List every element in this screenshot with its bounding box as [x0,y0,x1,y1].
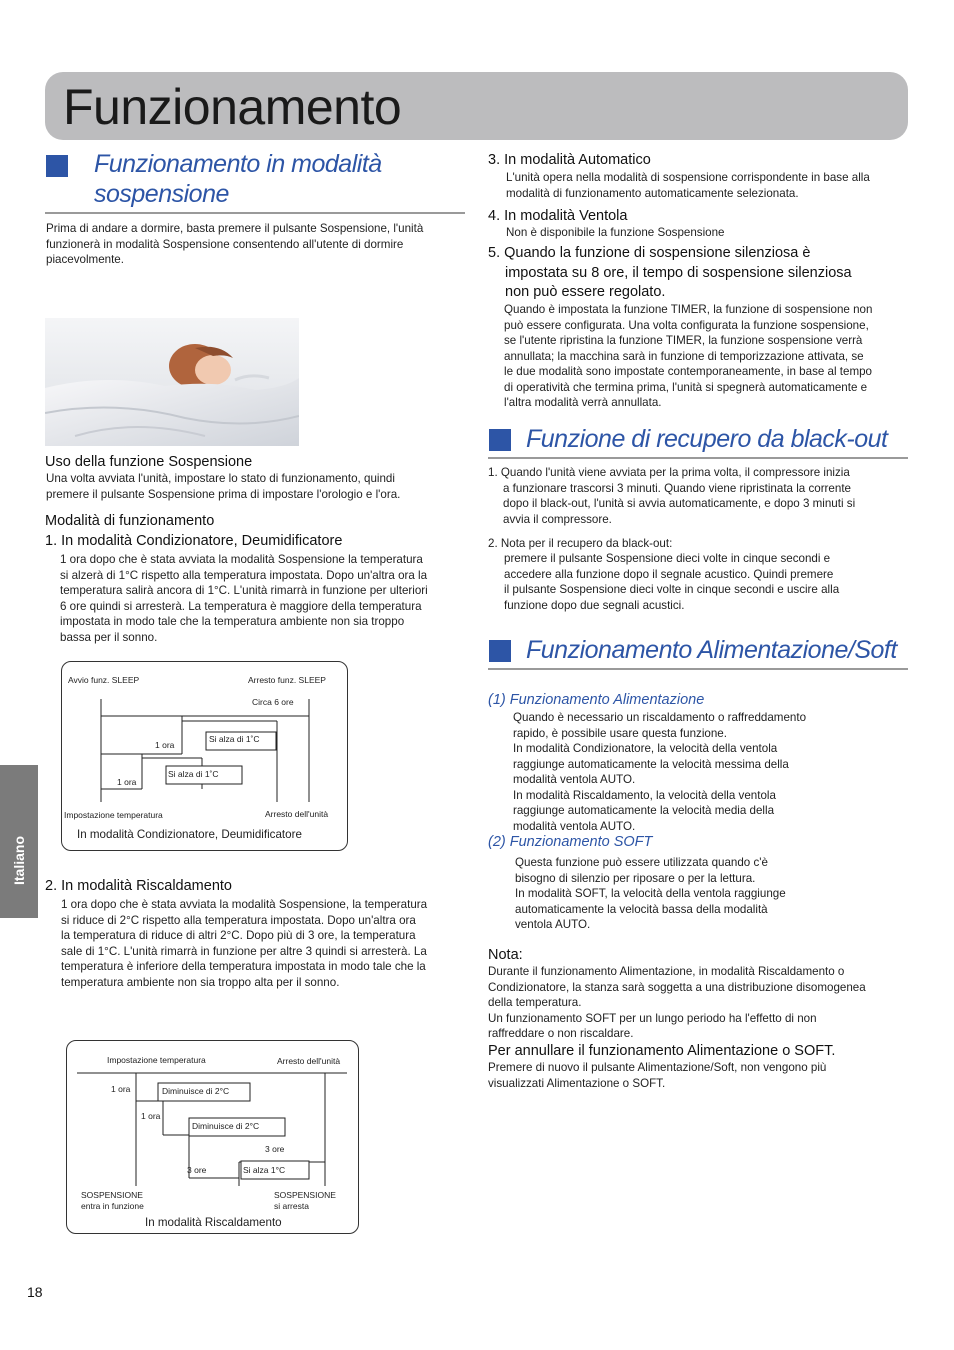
text-line: modalità di funzionamento automaticamente selezionata. [506,186,799,200]
text-line: temperatura è inferiore della temperatura impostata in modo tale che la [61,960,426,973]
text-line: a funzionare trascorsi 3 minuti. Quando viene ripristinata la corrente [503,481,851,495]
diagram-label: SOSPENSIONE [81,1190,143,1200]
mode2-heading: 2. In modalità Riscaldamento [45,878,232,894]
text-line: bisogno di silenzio per riposare o per la lettura. [515,871,756,885]
diagram-label: SOSPENSIONE [274,1190,336,1200]
text-line: Quando è impostata la funzione TIMER, la funzione di sospensione non [504,303,873,316]
text-line: Questa funzione può essere utilizzata quando c'è [515,856,768,869]
mode2-text [61,897,427,990]
blackout-item1 [488,465,855,527]
section-title-power: Funzionamento Alimentazione/Soft [526,636,897,664]
mode5-text [504,302,872,411]
diagram-label: 3 ore [265,1144,285,1154]
heating-sleep-diagram [66,1040,359,1234]
text-line: Una volta avviata l'unità, impostare lo stato di funzionamento, quindi [46,472,395,485]
note-text [488,964,866,1042]
language-tab-label: Italiano [11,835,27,885]
diagram-caption: In modalità Condizionatore, Deumidificatore [77,828,302,841]
text-line: impostata in modo tale che la temperatura ambiente non sia troppo [60,615,405,628]
text-line: Un funzionamento SOFT per un lungo periodo ha l'effetto di non [488,1011,817,1025]
text-line: l'altra modalità verrà annullata. [504,396,662,409]
diagram-label: Si alza 1°C [243,1165,286,1175]
diagram-label: Si alza di 1˚C [209,734,260,744]
diagram-label: Arresto dell'unità [265,809,329,819]
cooling-sleep-diagram [61,661,348,851]
section-marker [489,429,511,451]
section-title-line: Funzionamento in modalità [94,150,382,178]
section-marker [46,155,68,177]
mode1-text [60,552,428,645]
text-line: le due modalità sono impostate contemporaneamente, in base al tempo [504,365,873,378]
text-line: avvia il compressore. [503,512,612,526]
diagram-label: si arresta [274,1201,309,1211]
diagram-label: Impostazione temperatura [64,810,163,820]
blackout-item2 [504,551,839,613]
text-line: raffreddare o non riscaldare. [488,1027,634,1040]
section-title-blackout: Funzione di recupero da black-out [526,425,888,453]
text-line: raggiunge automaticamente la velocità messima della [513,757,789,771]
diagram-label: Diminuisce di 2°C [162,1086,230,1096]
mode3-heading: 3. In modalità Automatico [488,152,651,168]
text-line: bassa per il sonno. [60,630,158,644]
text-line: ventola AUTO. [515,918,591,931]
text-line: premere il pulsante Sospensione prima di impostare l'orologio e l'ora. [46,487,401,501]
page-banner [45,72,908,140]
text-line: il pulsante Sospensione dieci volte in cinque secondi e uscire alla [504,583,840,596]
text-line: di operatività che termina prima, l'unità si spegnerà automaticamente e [504,380,868,394]
text-line: Premere di nuovo il pulsante Alimentazione/Soft, non vengono più [488,1061,827,1074]
page-number: 18 [27,1284,43,1300]
text-line: si alzerà di 1°C rispetto alla temperatura impostata. Dopo un'altra ora la [60,568,428,582]
text-line: sale di 1°C. L'unità rimarrà in funzione per altre 3 quindi si arresterà. La [61,944,427,958]
sleeping-woman-photo [45,318,299,446]
text-line: la temperatura di riduce di altri 2°C. Dopo più di 3 ore, la temperatura [61,929,416,942]
soft-subheading: (2) Funzionamento SOFT [488,834,653,850]
text-line: impostata su 8 ore, il tempo di sospensione silenziosa [505,264,852,281]
diagram-label: Si alza di 1˚C [168,769,219,779]
language-tab [0,765,38,918]
diagram-label: 1 ora [141,1111,161,1121]
modes-heading: Modalità di funzionamento [45,513,215,529]
diagram-label: entra in funzione [81,1201,144,1211]
text-line: della temperatura. [488,996,582,1009]
page-title: Funzionamento [63,79,402,135]
mode3-text [506,170,870,201]
diagram-label: Arresto dell'unità [277,1056,341,1066]
mode4-text [506,225,725,241]
power-subheading: (1) Funzionamento Alimentazione [488,692,705,708]
section-divider [488,457,908,459]
section-divider [45,212,465,214]
text-line: funzione dopo due segnali acustici. [504,598,685,612]
diagram-label: Diminuisce di 2°C [192,1121,260,1131]
text-line: premere il pulsante Sospensione dieci volte in cinque secondi e [504,552,831,565]
diagram-label: 1 ora [155,740,175,750]
text-line: accedere alla funzione dopo il segnale acustico. Quindi premere [504,567,834,581]
text-line: Prima di andare a dormire, basta premere il pulsante Sospensione, l'unità [46,222,424,235]
text-line: rapido, è possibile usare questa funzione. [513,726,727,740]
text-line: Non è disponibile la funzione Sospensione [506,226,725,239]
text-line: raggiunge automaticamente la velocità media della [513,804,775,817]
section-marker [489,640,511,662]
cancel-heading: Per annullare il funzionamento Alimentazione o SOFT. [488,1043,836,1059]
power-text [513,710,806,834]
section-title-sleep [94,149,382,209]
diagram-label: 3 ore [187,1165,207,1175]
text-line: In modalità SOFT, la velocità della ventola raggiunge [515,887,786,900]
mode5-heading [488,244,852,303]
blackout-item2-heading: 2. Nota per il recupero da black-out: [488,537,673,550]
diagram-label: Arresto funz. SLEEP [248,675,326,685]
text-line: temperatura ambiente non sia troppo alta per il sonno. [61,975,340,989]
text-line: 1 ora dopo che è stata avviata la modalità Sospensione la temperatura [60,553,423,566]
sleep-intro [46,221,423,268]
text-line: automaticamente la velocità bassa della modalità [515,902,768,916]
text-line: L'unità opera nella modalità di sospensione corrispondente in base alla [506,171,870,184]
text-line: In modalità Condizionatore, la velocità della ventola [513,742,778,755]
text-line: annullata; la macchina sarà in funzione di temporizzazione attivata, se [504,349,864,363]
text-line: modalità ventola AUTO. [513,819,636,833]
diagram-label: Circa 6 ore [252,697,294,707]
text-line: piacevolmente. [46,253,124,266]
text-line: visualizzati Alimentazione o SOFT. [488,1076,666,1090]
diagram-label: 1 ora [117,777,137,787]
text-line: modalità ventola AUTO. [513,773,636,786]
usage-text [46,471,400,502]
usage-heading: Uso della funzione Sospensione [45,454,253,470]
note-heading: Nota: [488,947,523,963]
text-line: 1. Quando l'unità viene avviata per la prima volta, il compressore inizia [488,466,850,479]
text-line: Condizionatore, la stanza sarà soggetta a una distribuzione disomogenea [488,980,866,994]
diagram-caption: In modalità Riscaldamento [145,1216,282,1229]
soft-text [515,855,786,933]
text-line: se l'utente ripristina la funzione TIMER, la funzione sospensione verrà [504,334,863,347]
text-line: non può essere regolato. [505,284,666,300]
section-divider [488,668,908,670]
section-title-line: sospensione [94,180,229,208]
text-line: Quando è necessario un riscaldamento o raffreddamento [513,711,807,724]
diagram-label: Impostazione temperatura [107,1055,206,1065]
diagram-label: 1 ora [111,1084,131,1094]
mode1-heading: 1. In modalità Condizionatore, Deumidificatore [45,533,343,549]
text-line: 5. Quando la funzione di sospensione silenziosa è [488,245,811,261]
text-line: 6 ore quindi si arresterà. La temperatura è maggiore della temperatura [60,599,422,613]
text-line: funzionerà in modalità Sospensione consentendo all'utente di dormire [46,237,404,251]
mode4-heading: 4. In modalità Ventola [488,208,628,224]
text-line: dopo il black-out, l'unità si avvia automaticamente, e dopo 3 minuti si [503,497,856,510]
text-line: può essere configurata. Una volta configurata la funzione sospensione, [504,318,869,332]
cooling-diagram-lines [62,662,347,850]
diagram-label: Avvio funz. SLEEP [68,675,140,685]
text-line: 1 ora dopo che è stata avviata la modalità Sospensione, la temperatura [61,898,428,911]
text-line: si riduce di 2°C rispetto alla temperatura impostata. Dopo un'altra ora [61,913,416,927]
text-line: temperatura salirà ancora di 1°C. L'unità rimarrà in funzione per ulteriori [60,584,428,597]
cancel-text [488,1060,826,1091]
text-line: In modalità Riscaldamento, la velocità della ventola [513,788,776,802]
text-line: Durante il funzionamento Alimentazione, in modalità Riscaldamento o [488,965,845,978]
